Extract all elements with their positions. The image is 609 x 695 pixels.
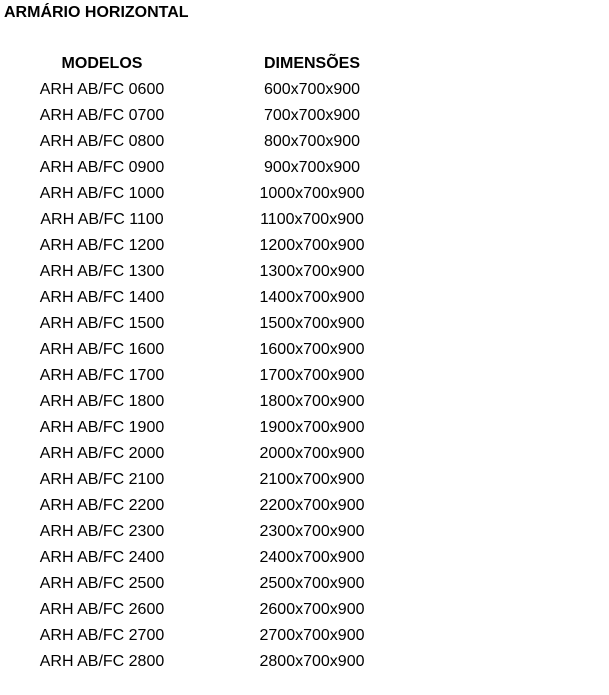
dimensions-cell: 1600x700x900 <box>259 341 365 358</box>
dimensions-cell: 1300x700x900 <box>259 263 365 280</box>
table-row <box>10 285 430 311</box>
table-row <box>10 649 430 675</box>
dimensions-cell: 2400x700x900 <box>259 549 365 566</box>
table-row <box>10 77 430 103</box>
table-row <box>10 597 430 623</box>
model-cell: ARH AB/FC 2700 <box>39 627 165 644</box>
models-table <box>10 51 430 675</box>
table-row <box>10 415 430 441</box>
model-cell: ARH AB/FC 1200 <box>39 237 165 254</box>
table-row <box>10 467 430 493</box>
table-row <box>10 155 430 181</box>
model-cell: ARH AB/FC 2100 <box>39 471 165 488</box>
model-cell: ARH AB/FC 1400 <box>39 289 165 306</box>
table-row <box>10 519 430 545</box>
model-cell: ARH AB/FC 1800 <box>39 393 165 410</box>
model-cell: ARH AB/FC 0700 <box>39 107 165 124</box>
dimensions-cell: 2500x700x900 <box>259 575 365 592</box>
model-cell: ARH AB/FC 2000 <box>39 445 165 462</box>
dimensions-cell: 700x700x900 <box>263 107 361 124</box>
dimensions-cell: 2200x700x900 <box>259 497 365 514</box>
table-row <box>10 259 430 285</box>
dimensions-cell: 1500x700x900 <box>259 315 365 332</box>
model-cell: ARH AB/FC 2800 <box>39 653 165 670</box>
model-cell: ARH AB/FC 1500 <box>39 315 165 332</box>
table-row <box>10 233 430 259</box>
table-row <box>10 337 430 363</box>
table-row <box>10 389 430 415</box>
document-title: ARMÁRIO HORIZONTAL <box>4 4 189 21</box>
dimensions-cell: 2700x700x900 <box>259 627 365 644</box>
model-cell: ARH AB/FC 1100 <box>40 211 164 228</box>
model-cell: ARH AB/FC 2200 <box>39 497 165 514</box>
table-row <box>10 181 430 207</box>
model-cell: ARH AB/FC 1300 <box>39 263 165 280</box>
dimensions-cell: 2600x700x900 <box>259 601 365 618</box>
model-cell: ARH AB/FC 1700 <box>39 367 165 384</box>
table-row <box>10 311 430 337</box>
header-dimensions: DIMENSÕES <box>263 55 360 72</box>
dimensions-cell: 2000x700x900 <box>259 445 365 462</box>
dimensions-cell: 1700x700x900 <box>259 367 365 384</box>
table-body <box>10 77 430 675</box>
model-cell: ARH AB/FC 1900 <box>39 419 165 436</box>
model-cell: ARH AB/FC 0600 <box>39 81 165 98</box>
table-row <box>10 493 430 519</box>
table-row <box>10 207 430 233</box>
table-row <box>10 363 430 389</box>
table-row <box>10 129 430 155</box>
dimensions-cell: 1800x700x900 <box>259 393 365 410</box>
model-cell: ARH AB/FC 2300 <box>39 523 165 540</box>
dimensions-cell: 600x700x900 <box>263 81 361 98</box>
dimensions-cell: 1900x700x900 <box>259 419 365 436</box>
dimensions-cell: 2300x700x900 <box>259 523 365 540</box>
table-row <box>10 103 430 129</box>
model-cell: ARH AB/FC 0900 <box>39 159 165 176</box>
dimensions-cell: 1200x700x900 <box>259 237 365 254</box>
model-cell: ARH AB/FC 1000 <box>39 185 165 202</box>
model-cell: ARH AB/FC 2400 <box>39 549 165 566</box>
table-row <box>10 441 430 467</box>
dimensions-cell: 1100x700x900 <box>260 211 364 228</box>
dimensions-cell: 2100x700x900 <box>259 471 365 488</box>
model-cell: ARH AB/FC 2500 <box>39 575 165 592</box>
dimensions-cell: 1000x700x900 <box>259 185 365 202</box>
table-header-row <box>10 51 430 77</box>
dimensions-cell: 800x700x900 <box>263 133 361 150</box>
dimensions-cell: 900x700x900 <box>263 159 361 176</box>
dimensions-cell: 1400x700x900 <box>259 289 365 306</box>
model-cell: ARH AB/FC 2600 <box>39 601 165 618</box>
table-row <box>10 571 430 597</box>
dimensions-cell: 2800x700x900 <box>259 653 365 670</box>
model-cell: ARH AB/FC 1600 <box>39 341 165 358</box>
header-models: MODELOS <box>61 55 143 72</box>
table-row <box>10 545 430 571</box>
table-row <box>10 623 430 649</box>
model-cell: ARH AB/FC 0800 <box>39 133 165 150</box>
